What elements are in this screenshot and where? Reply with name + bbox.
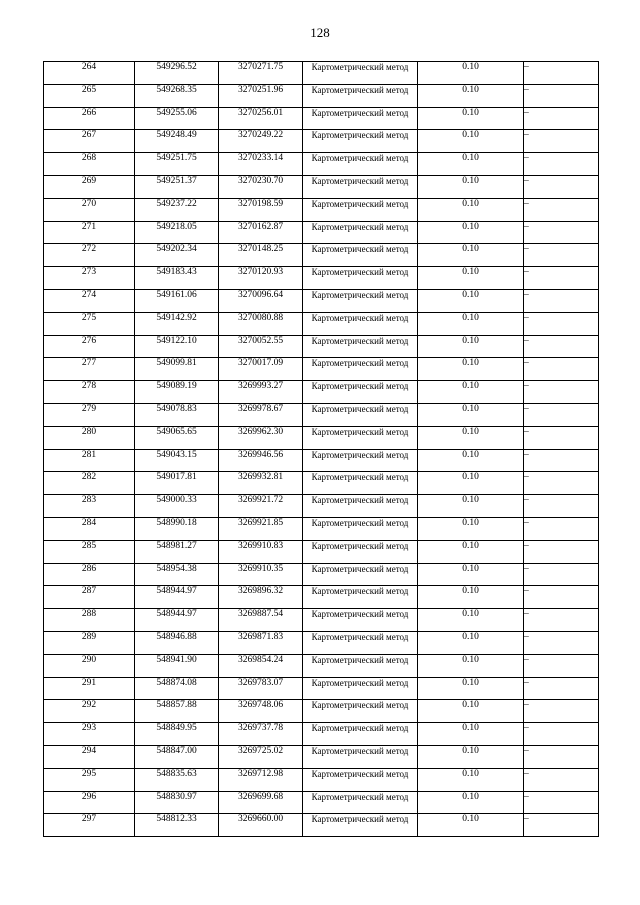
point-number-cell: 281 bbox=[44, 449, 135, 472]
point-number-cell: 283 bbox=[44, 495, 135, 518]
table-row bbox=[44, 540, 599, 563]
description-cell: – bbox=[524, 267, 599, 290]
y-coordinate-cell: 3270198.59 bbox=[219, 198, 303, 221]
table-row bbox=[44, 130, 599, 153]
description-cell: – bbox=[524, 791, 599, 814]
point-number-cell: 271 bbox=[44, 221, 135, 244]
description-cell: – bbox=[524, 107, 599, 130]
y-coordinate-cell: 3269993.27 bbox=[219, 381, 303, 404]
method-cell: Картометрический метод bbox=[303, 289, 418, 312]
x-coordinate-cell: 549237.22 bbox=[135, 198, 219, 221]
y-coordinate-cell: 3269725.02 bbox=[219, 745, 303, 768]
table-row bbox=[44, 381, 599, 404]
method-cell: Картометрический метод bbox=[303, 335, 418, 358]
y-coordinate-cell: 3270271.75 bbox=[219, 62, 303, 85]
table-row bbox=[44, 267, 599, 290]
y-coordinate-cell: 3269748.06 bbox=[219, 700, 303, 723]
method-cell: Картометрический метод bbox=[303, 654, 418, 677]
y-coordinate-cell: 3270249.22 bbox=[219, 130, 303, 153]
accuracy-cell: 0.10 bbox=[418, 586, 524, 609]
y-coordinate-cell: 3269712.98 bbox=[219, 768, 303, 791]
method-cell: Картометрический метод bbox=[303, 244, 418, 267]
description-cell: – bbox=[524, 312, 599, 335]
description-cell: – bbox=[524, 289, 599, 312]
x-coordinate-cell: 549218.05 bbox=[135, 221, 219, 244]
accuracy-cell: 0.10 bbox=[418, 403, 524, 426]
point-number-cell: 282 bbox=[44, 472, 135, 495]
description-cell: – bbox=[524, 244, 599, 267]
description-cell: – bbox=[524, 677, 599, 700]
y-coordinate-cell: 3269978.67 bbox=[219, 403, 303, 426]
description-cell: – bbox=[524, 84, 599, 107]
x-coordinate-cell: 549142.92 bbox=[135, 312, 219, 335]
x-coordinate-cell: 549065.65 bbox=[135, 426, 219, 449]
table-row bbox=[44, 449, 599, 472]
method-cell: Картометрический метод bbox=[303, 62, 418, 85]
description-cell: – bbox=[524, 335, 599, 358]
table-row bbox=[44, 517, 599, 540]
method-cell: Картометрический метод bbox=[303, 631, 418, 654]
point-number-cell: 297 bbox=[44, 814, 135, 837]
point-number-cell: 277 bbox=[44, 358, 135, 381]
description-cell: – bbox=[524, 700, 599, 723]
method-cell: Картометрический метод bbox=[303, 84, 418, 107]
method-cell: Картометрический метод bbox=[303, 403, 418, 426]
point-number-cell: 285 bbox=[44, 540, 135, 563]
description-cell: – bbox=[524, 723, 599, 746]
table-row bbox=[44, 358, 599, 381]
accuracy-cell: 0.10 bbox=[418, 540, 524, 563]
point-number-cell: 268 bbox=[44, 153, 135, 176]
description-cell: – bbox=[524, 814, 599, 837]
y-coordinate-cell: 3270120.93 bbox=[219, 267, 303, 290]
point-number-cell: 284 bbox=[44, 517, 135, 540]
page-number: 128 bbox=[310, 25, 330, 40]
x-coordinate-cell: 549043.15 bbox=[135, 449, 219, 472]
y-coordinate-cell: 3270162.87 bbox=[219, 221, 303, 244]
description-cell: – bbox=[524, 153, 599, 176]
table-row bbox=[44, 312, 599, 335]
point-number-cell: 279 bbox=[44, 403, 135, 426]
description-cell: – bbox=[524, 449, 599, 472]
x-coordinate-cell: 549202.34 bbox=[135, 244, 219, 267]
x-coordinate-cell: 549089.19 bbox=[135, 381, 219, 404]
accuracy-cell: 0.10 bbox=[418, 426, 524, 449]
table-row bbox=[44, 745, 599, 768]
table-row bbox=[44, 403, 599, 426]
point-number-cell: 269 bbox=[44, 175, 135, 198]
accuracy-cell: 0.10 bbox=[418, 768, 524, 791]
accuracy-cell: 0.10 bbox=[418, 335, 524, 358]
accuracy-cell: 0.10 bbox=[418, 381, 524, 404]
method-cell: Картометрический метод bbox=[303, 677, 418, 700]
method-cell: Картометрический метод bbox=[303, 198, 418, 221]
method-cell: Картометрический метод bbox=[303, 472, 418, 495]
description-cell: – bbox=[524, 495, 599, 518]
x-coordinate-cell: 549122.10 bbox=[135, 335, 219, 358]
x-coordinate-cell: 548954.38 bbox=[135, 563, 219, 586]
table-row bbox=[44, 654, 599, 677]
table-row bbox=[44, 791, 599, 814]
point-number-cell: 273 bbox=[44, 267, 135, 290]
description-cell: – bbox=[524, 586, 599, 609]
method-cell: Картометрический метод bbox=[303, 267, 418, 290]
x-coordinate-cell: 549255.06 bbox=[135, 107, 219, 130]
y-coordinate-cell: 3269699.68 bbox=[219, 791, 303, 814]
coordinates-table-body bbox=[44, 62, 599, 837]
x-coordinate-cell: 549251.75 bbox=[135, 153, 219, 176]
accuracy-cell: 0.10 bbox=[418, 289, 524, 312]
accuracy-cell: 0.10 bbox=[418, 563, 524, 586]
point-number-cell: 264 bbox=[44, 62, 135, 85]
table-row bbox=[44, 198, 599, 221]
accuracy-cell: 0.10 bbox=[418, 700, 524, 723]
table-row bbox=[44, 335, 599, 358]
y-coordinate-cell: 3270080.88 bbox=[219, 312, 303, 335]
x-coordinate-cell: 549078.83 bbox=[135, 403, 219, 426]
method-cell: Картометрический метод bbox=[303, 586, 418, 609]
x-coordinate-cell: 548941.90 bbox=[135, 654, 219, 677]
table-row bbox=[44, 153, 599, 176]
table-row bbox=[44, 700, 599, 723]
accuracy-cell: 0.10 bbox=[418, 814, 524, 837]
y-coordinate-cell: 3270233.14 bbox=[219, 153, 303, 176]
y-coordinate-cell: 3269737.78 bbox=[219, 723, 303, 746]
x-coordinate-cell: 548944.97 bbox=[135, 609, 219, 632]
x-coordinate-cell: 549251.37 bbox=[135, 175, 219, 198]
method-cell: Картометрический метод bbox=[303, 814, 418, 837]
method-cell: Картометрический метод bbox=[303, 700, 418, 723]
description-cell: – bbox=[524, 517, 599, 540]
method-cell: Картометрический метод bbox=[303, 175, 418, 198]
table-row bbox=[44, 768, 599, 791]
x-coordinate-cell: 548857.88 bbox=[135, 700, 219, 723]
point-number-cell: 272 bbox=[44, 244, 135, 267]
description-cell: – bbox=[524, 768, 599, 791]
x-coordinate-cell: 549000.33 bbox=[135, 495, 219, 518]
y-coordinate-cell: 3270148.25 bbox=[219, 244, 303, 267]
accuracy-cell: 0.10 bbox=[418, 609, 524, 632]
method-cell: Картометрический метод bbox=[303, 426, 418, 449]
point-number-cell: 290 bbox=[44, 654, 135, 677]
x-coordinate-cell: 549099.81 bbox=[135, 358, 219, 381]
accuracy-cell: 0.10 bbox=[418, 449, 524, 472]
point-number-cell: 292 bbox=[44, 700, 135, 723]
point-number-cell: 296 bbox=[44, 791, 135, 814]
y-coordinate-cell: 3269910.35 bbox=[219, 563, 303, 586]
table-row bbox=[44, 62, 599, 85]
y-coordinate-cell: 3269660.00 bbox=[219, 814, 303, 837]
table-row bbox=[44, 631, 599, 654]
table-row bbox=[44, 107, 599, 130]
point-number-cell: 266 bbox=[44, 107, 135, 130]
description-cell: – bbox=[524, 472, 599, 495]
method-cell: Картометрический метод bbox=[303, 517, 418, 540]
accuracy-cell: 0.10 bbox=[418, 631, 524, 654]
accuracy-cell: 0.10 bbox=[418, 62, 524, 85]
y-coordinate-cell: 3269854.24 bbox=[219, 654, 303, 677]
table-row bbox=[44, 289, 599, 312]
description-cell: – bbox=[524, 381, 599, 404]
y-coordinate-cell: 3269921.85 bbox=[219, 517, 303, 540]
description-cell: – bbox=[524, 563, 599, 586]
y-coordinate-cell: 3269871.83 bbox=[219, 631, 303, 654]
x-coordinate-cell: 548946.88 bbox=[135, 631, 219, 654]
y-coordinate-cell: 3270230.70 bbox=[219, 175, 303, 198]
point-number-cell: 280 bbox=[44, 426, 135, 449]
description-cell: – bbox=[524, 221, 599, 244]
x-coordinate-cell: 548944.97 bbox=[135, 586, 219, 609]
method-cell: Картометрический метод bbox=[303, 130, 418, 153]
y-coordinate-cell: 3269946.56 bbox=[219, 449, 303, 472]
accuracy-cell: 0.10 bbox=[418, 517, 524, 540]
accuracy-cell: 0.10 bbox=[418, 723, 524, 746]
x-coordinate-cell: 548990.18 bbox=[135, 517, 219, 540]
table-row bbox=[44, 244, 599, 267]
y-coordinate-cell: 3269921.72 bbox=[219, 495, 303, 518]
description-cell: – bbox=[524, 540, 599, 563]
method-cell: Картометрический метод bbox=[303, 540, 418, 563]
y-coordinate-cell: 3269932.81 bbox=[219, 472, 303, 495]
table-row bbox=[44, 84, 599, 107]
accuracy-cell: 0.10 bbox=[418, 153, 524, 176]
point-number-cell: 291 bbox=[44, 677, 135, 700]
y-coordinate-cell: 3269910.83 bbox=[219, 540, 303, 563]
accuracy-cell: 0.10 bbox=[418, 267, 524, 290]
table-row bbox=[44, 677, 599, 700]
accuracy-cell: 0.10 bbox=[418, 654, 524, 677]
x-coordinate-cell: 549017.81 bbox=[135, 472, 219, 495]
method-cell: Картометрический метод bbox=[303, 153, 418, 176]
x-coordinate-cell: 549296.52 bbox=[135, 62, 219, 85]
description-cell: – bbox=[524, 426, 599, 449]
description-cell: – bbox=[524, 403, 599, 426]
table-row bbox=[44, 586, 599, 609]
point-number-cell: 265 bbox=[44, 84, 135, 107]
y-coordinate-cell: 3270256.01 bbox=[219, 107, 303, 130]
accuracy-cell: 0.10 bbox=[418, 244, 524, 267]
table-row bbox=[44, 723, 599, 746]
y-coordinate-cell: 3269887.54 bbox=[219, 609, 303, 632]
table-row bbox=[44, 221, 599, 244]
description-cell: – bbox=[524, 130, 599, 153]
x-coordinate-cell: 549183.43 bbox=[135, 267, 219, 290]
point-number-cell: 294 bbox=[44, 745, 135, 768]
x-coordinate-cell: 549268.35 bbox=[135, 84, 219, 107]
accuracy-cell: 0.10 bbox=[418, 130, 524, 153]
accuracy-cell: 0.10 bbox=[418, 358, 524, 381]
point-number-cell: 286 bbox=[44, 563, 135, 586]
accuracy-cell: 0.10 bbox=[418, 198, 524, 221]
table-row bbox=[44, 426, 599, 449]
x-coordinate-cell: 548830.97 bbox=[135, 791, 219, 814]
accuracy-cell: 0.10 bbox=[418, 221, 524, 244]
y-coordinate-cell: 3269962.30 bbox=[219, 426, 303, 449]
accuracy-cell: 0.10 bbox=[418, 312, 524, 335]
point-number-cell: 274 bbox=[44, 289, 135, 312]
point-number-cell: 275 bbox=[44, 312, 135, 335]
y-coordinate-cell: 3270251.96 bbox=[219, 84, 303, 107]
point-number-cell: 295 bbox=[44, 768, 135, 791]
y-coordinate-cell: 3270096.64 bbox=[219, 289, 303, 312]
accuracy-cell: 0.10 bbox=[418, 472, 524, 495]
accuracy-cell: 0.10 bbox=[418, 84, 524, 107]
method-cell: Картометрический метод bbox=[303, 723, 418, 746]
method-cell: Картометрический метод bbox=[303, 449, 418, 472]
point-number-cell: 293 bbox=[44, 723, 135, 746]
method-cell: Картометрический метод bbox=[303, 609, 418, 632]
method-cell: Картометрический метод bbox=[303, 312, 418, 335]
accuracy-cell: 0.10 bbox=[418, 677, 524, 700]
table-row bbox=[44, 472, 599, 495]
description-cell: – bbox=[524, 631, 599, 654]
method-cell: Картометрический метод bbox=[303, 791, 418, 814]
point-number-cell: 276 bbox=[44, 335, 135, 358]
description-cell: – bbox=[524, 745, 599, 768]
x-coordinate-cell: 548874.08 bbox=[135, 677, 219, 700]
method-cell: Картометрический метод bbox=[303, 381, 418, 404]
point-number-cell: 267 bbox=[44, 130, 135, 153]
table-row bbox=[44, 175, 599, 198]
y-coordinate-cell: 3270052.55 bbox=[219, 335, 303, 358]
method-cell: Картометрический метод bbox=[303, 745, 418, 768]
y-coordinate-cell: 3270017.09 bbox=[219, 358, 303, 381]
x-coordinate-cell: 548981.27 bbox=[135, 540, 219, 563]
description-cell: – bbox=[524, 198, 599, 221]
table-row bbox=[44, 563, 599, 586]
y-coordinate-cell: 3269896.32 bbox=[219, 586, 303, 609]
method-cell: Картометрический метод bbox=[303, 495, 418, 518]
method-cell: Картометрический метод bbox=[303, 107, 418, 130]
accuracy-cell: 0.10 bbox=[418, 175, 524, 198]
point-number-cell: 270 bbox=[44, 198, 135, 221]
description-cell: – bbox=[524, 358, 599, 381]
table-row bbox=[44, 814, 599, 837]
point-number-cell: 287 bbox=[44, 586, 135, 609]
x-coordinate-cell: 549161.06 bbox=[135, 289, 219, 312]
coordinates-table bbox=[43, 61, 599, 837]
accuracy-cell: 0.10 bbox=[418, 745, 524, 768]
method-cell: Картометрический метод bbox=[303, 221, 418, 244]
method-cell: Картометрический метод bbox=[303, 358, 418, 381]
point-number-cell: 288 bbox=[44, 609, 135, 632]
x-coordinate-cell: 548847.00 bbox=[135, 745, 219, 768]
y-coordinate-cell: 3269783.07 bbox=[219, 677, 303, 700]
accuracy-cell: 0.10 bbox=[418, 107, 524, 130]
x-coordinate-cell: 548812.33 bbox=[135, 814, 219, 837]
description-cell: – bbox=[524, 609, 599, 632]
description-cell: – bbox=[524, 654, 599, 677]
table-row bbox=[44, 495, 599, 518]
method-cell: Картометрический метод bbox=[303, 768, 418, 791]
x-coordinate-cell: 548835.63 bbox=[135, 768, 219, 791]
description-cell: – bbox=[524, 175, 599, 198]
table-row bbox=[44, 609, 599, 632]
accuracy-cell: 0.10 bbox=[418, 495, 524, 518]
x-coordinate-cell: 549248.49 bbox=[135, 130, 219, 153]
method-cell: Картометрический метод bbox=[303, 563, 418, 586]
point-number-cell: 278 bbox=[44, 381, 135, 404]
point-number-cell: 289 bbox=[44, 631, 135, 654]
description-cell: – bbox=[524, 62, 599, 85]
accuracy-cell: 0.10 bbox=[418, 791, 524, 814]
x-coordinate-cell: 548849.95 bbox=[135, 723, 219, 746]
